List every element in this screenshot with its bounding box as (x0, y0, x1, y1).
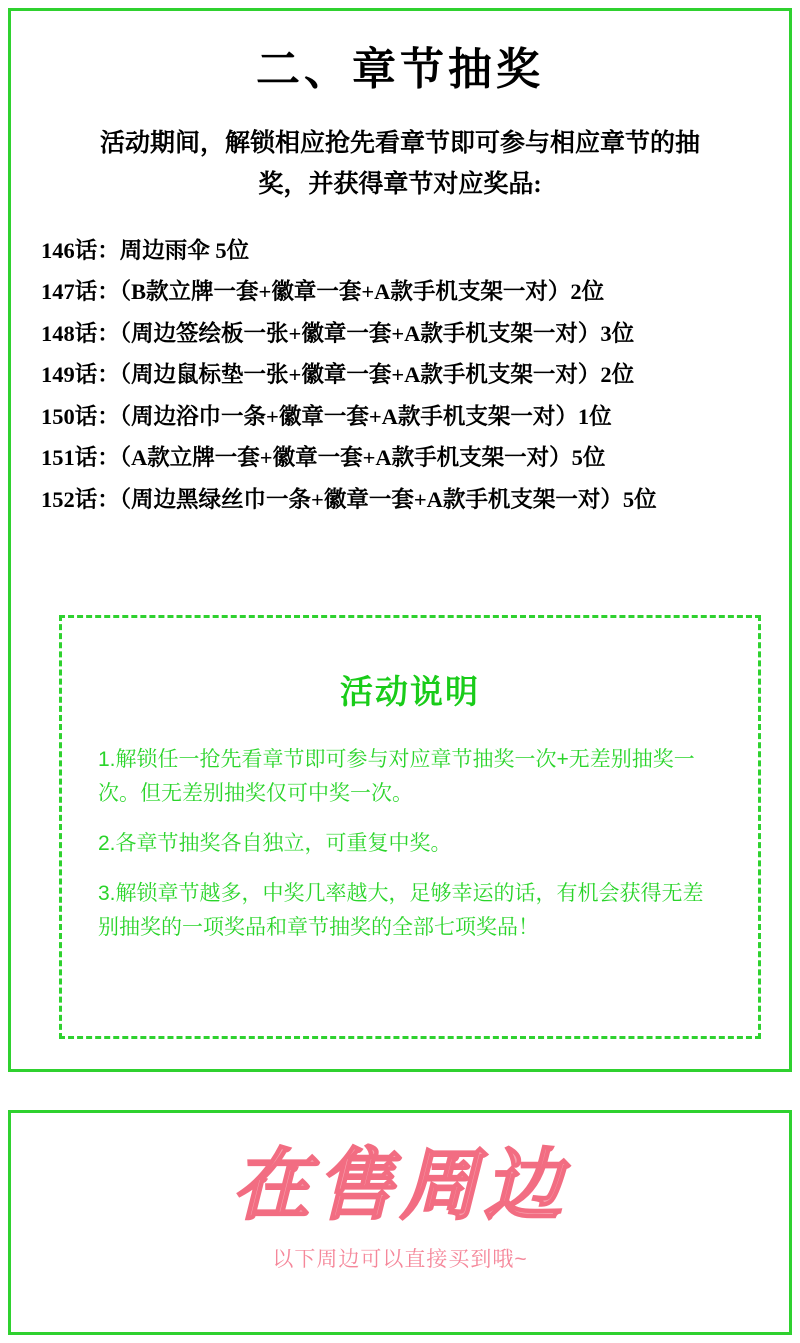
episode-label: 147话： (41, 279, 120, 304)
list-item (41, 403, 761, 429)
note-item: 1.解锁任一抢先看章节即可参与对应章节抽奖一次+无差别抽奖一次。但无差别抽奖仅可中奖一次。 (98, 748, 695, 806)
list-item (41, 364, 761, 387)
episode-label: 151话： (41, 445, 120, 470)
prize-content: （B款立牌一套+徽章一套+A款手机支架一对）2位 (119, 279, 605, 304)
on-sale-subtitle: 以下周边可以直接买到哦~ (272, 1248, 528, 1271)
prize-content: （周边签绘板一张+徽章一套+A款手机支架一对）3位 (119, 320, 635, 346)
list-item (41, 486, 761, 512)
episode-label: 146话： (41, 237, 120, 263)
note-item: 2.各章节抽奖各自独立，可重复中奖。 (98, 832, 452, 856)
prize-list (11, 237, 789, 512)
episode-label: 152话： (41, 486, 120, 512)
on-sale-section (8, 1110, 792, 1335)
episode-label: 148话： (41, 320, 120, 346)
episode-label: 149话： (41, 362, 120, 387)
notes-body (62, 743, 758, 945)
section-subtitle: 活动期间，解锁相应抢先看章节即可参与相应章节的抽奖，并获得章节对应奖品: (99, 130, 700, 199)
prize-content: （周边浴巾一条+徽章一套+A款手机支架一对）1位 (119, 403, 612, 429)
activity-notes-box (59, 615, 761, 1039)
list-item (41, 237, 761, 263)
notes-title: 活动说明 (340, 675, 480, 711)
prize-content: 周边雨伞 5位 (119, 237, 250, 263)
prize-content: （A款立牌一套+徽章一套+A款手机支架一对）5位 (119, 445, 606, 470)
note-item: 3.解锁章节越多，中奖几率越大，足够幸运的话，有机会获得无差别抽奖的一项奖品和章节抽奖的全部七项奖品！ (98, 882, 704, 940)
prize-content: （周边鼠标垫一张+徽章一套+A款手机支架一对）2位 (119, 362, 635, 387)
lottery-section (8, 8, 792, 1072)
list-item (41, 447, 761, 470)
page-title: 二、章节抽奖 (256, 45, 544, 94)
on-sale-title: 在售周边 (231, 1142, 568, 1229)
prize-content: （周边黑绿丝巾一条+徽章一套+A款手机支架一对）5位 (119, 486, 657, 512)
list-item (41, 320, 761, 346)
list-item (41, 281, 761, 304)
episode-label: 150话： (41, 403, 120, 429)
